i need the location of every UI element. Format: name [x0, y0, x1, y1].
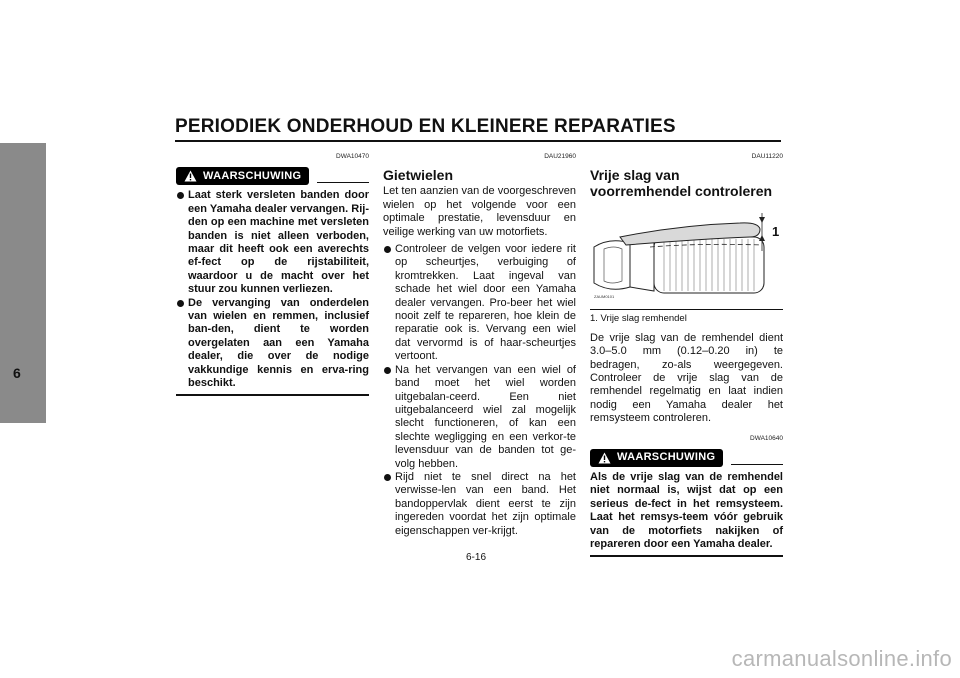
chapter-tab-number: 6 [13, 365, 21, 381]
handlebar-grip-illustration [590, 207, 780, 309]
warning-badge [590, 449, 723, 467]
intro-paragraph: Let ten aanzien van de voorgeschreven wielen op het volgende voor een optimale prestatie, levensduur en veilige werking van uw motorfiets. [383, 185, 576, 238]
list-item: Rijd niet te snel direct na het verwisse-len van een band. Het bandoppervlak dient eerst te zijn ingereden voordat het zijn optimale eigenschappen ver-krijgt. [383, 471, 576, 538]
column-brake-lever [590, 150, 783, 557]
body-paragraph: De vrije slag van de remhendel dient 3.0–5.0 mm (0.12–0.20 in) te bedragen, zo-als weergegeven. Controleer de vrije slag van de remhendel regelmatig en laat indien nodig een Yamaha dealer het remsysteem controleren. [590, 331, 783, 425]
column-warning-tires [176, 150, 369, 396]
warning-label: WAARSCHUWING [203, 169, 302, 182]
warning-end-rule [176, 394, 369, 396]
brake-lever-figure [590, 207, 780, 309]
list-item: Controleer de velgen voor iedere rit op scheurtjes, verbuiging of kromtrekken. Laat ingeval van schade het wiel door een Yamaha dealer vervangen. Pro-beer het wiel nooit zelf te repareren, hoe klein de reparatie ook is. Vervang een wiel dat vervormd is of haar-scheurtjes vertoont. [383, 243, 576, 364]
warning-rule [731, 464, 783, 465]
warning-header [176, 167, 369, 185]
warning-text: Als de vrije slag van de remhendel niet normaal is, wijst dat op een serieus de-fect in het remsysteem. Laat het remsys-teem vóór gebruik van de motorfiets nakijken of repareren door een Yamaha dealer. [590, 471, 783, 551]
figure-rule [590, 309, 783, 310]
warning-badge [176, 167, 309, 185]
section-heading: Vrije slag van voorremhendel controleren [590, 167, 773, 200]
column-cast-wheels [383, 150, 576, 538]
warning-list [176, 189, 369, 390]
section-code: DAU21960 [544, 153, 576, 160]
list-item: Laat sterk versleten banden door een Yamaha dealer vervangen. Rij-den op een machine met versleten banden is niet alleen verboden, maar dit heeft ook een averechts ef-fect op de rijstabiliteit, waardoor u de macht over het stuur zou kunnen verliezen. [176, 189, 369, 296]
section-code: DWA10640 [750, 434, 783, 442]
section-heading: Gietwielen [383, 167, 454, 184]
warning-header [590, 449, 783, 467]
chapter-tab [0, 143, 46, 423]
wheel-checklist [383, 243, 576, 538]
warning-label: WAARSCHUWING [617, 451, 716, 464]
warning-rule [317, 182, 369, 183]
section-code: DAU11220 [751, 153, 783, 160]
warning-triangle-icon [598, 452, 611, 464]
page-number: 6-16 [466, 552, 487, 563]
section-code: DWA10470 [336, 153, 369, 160]
figure-caption: 1. Vrije slag remhendel [590, 313, 687, 325]
figure-code: ZAUM0101 [594, 294, 615, 299]
watermark: carmanualsonline.info [731, 646, 952, 671]
warning-triangle-icon [184, 170, 197, 182]
figure-callout: 1 [772, 224, 780, 240]
title-rule [175, 140, 781, 142]
page-title: PERIODIEK ONDERHOUD EN KLEINERE REPARATIES [175, 116, 676, 137]
warning-end-rule [590, 555, 783, 557]
list-item: De vervanging van onderdelen van wielen en remmen, inclusief ban-den, dient te worden overgelaten aan een Yamaha dealer, die over de nodige vakkundige kennis en erva-ring beschikt. [176, 297, 369, 391]
list-item: Na het vervangen van een wiel of band moet het wiel worden uitgebalan-ceerd. Een niet uitgebalanceerd wiel zal mogelijk slecht functioneren, of kan een slechte wegligging en een verkor-te levensduur van de banden tot ge-volg hebben. [383, 364, 576, 471]
